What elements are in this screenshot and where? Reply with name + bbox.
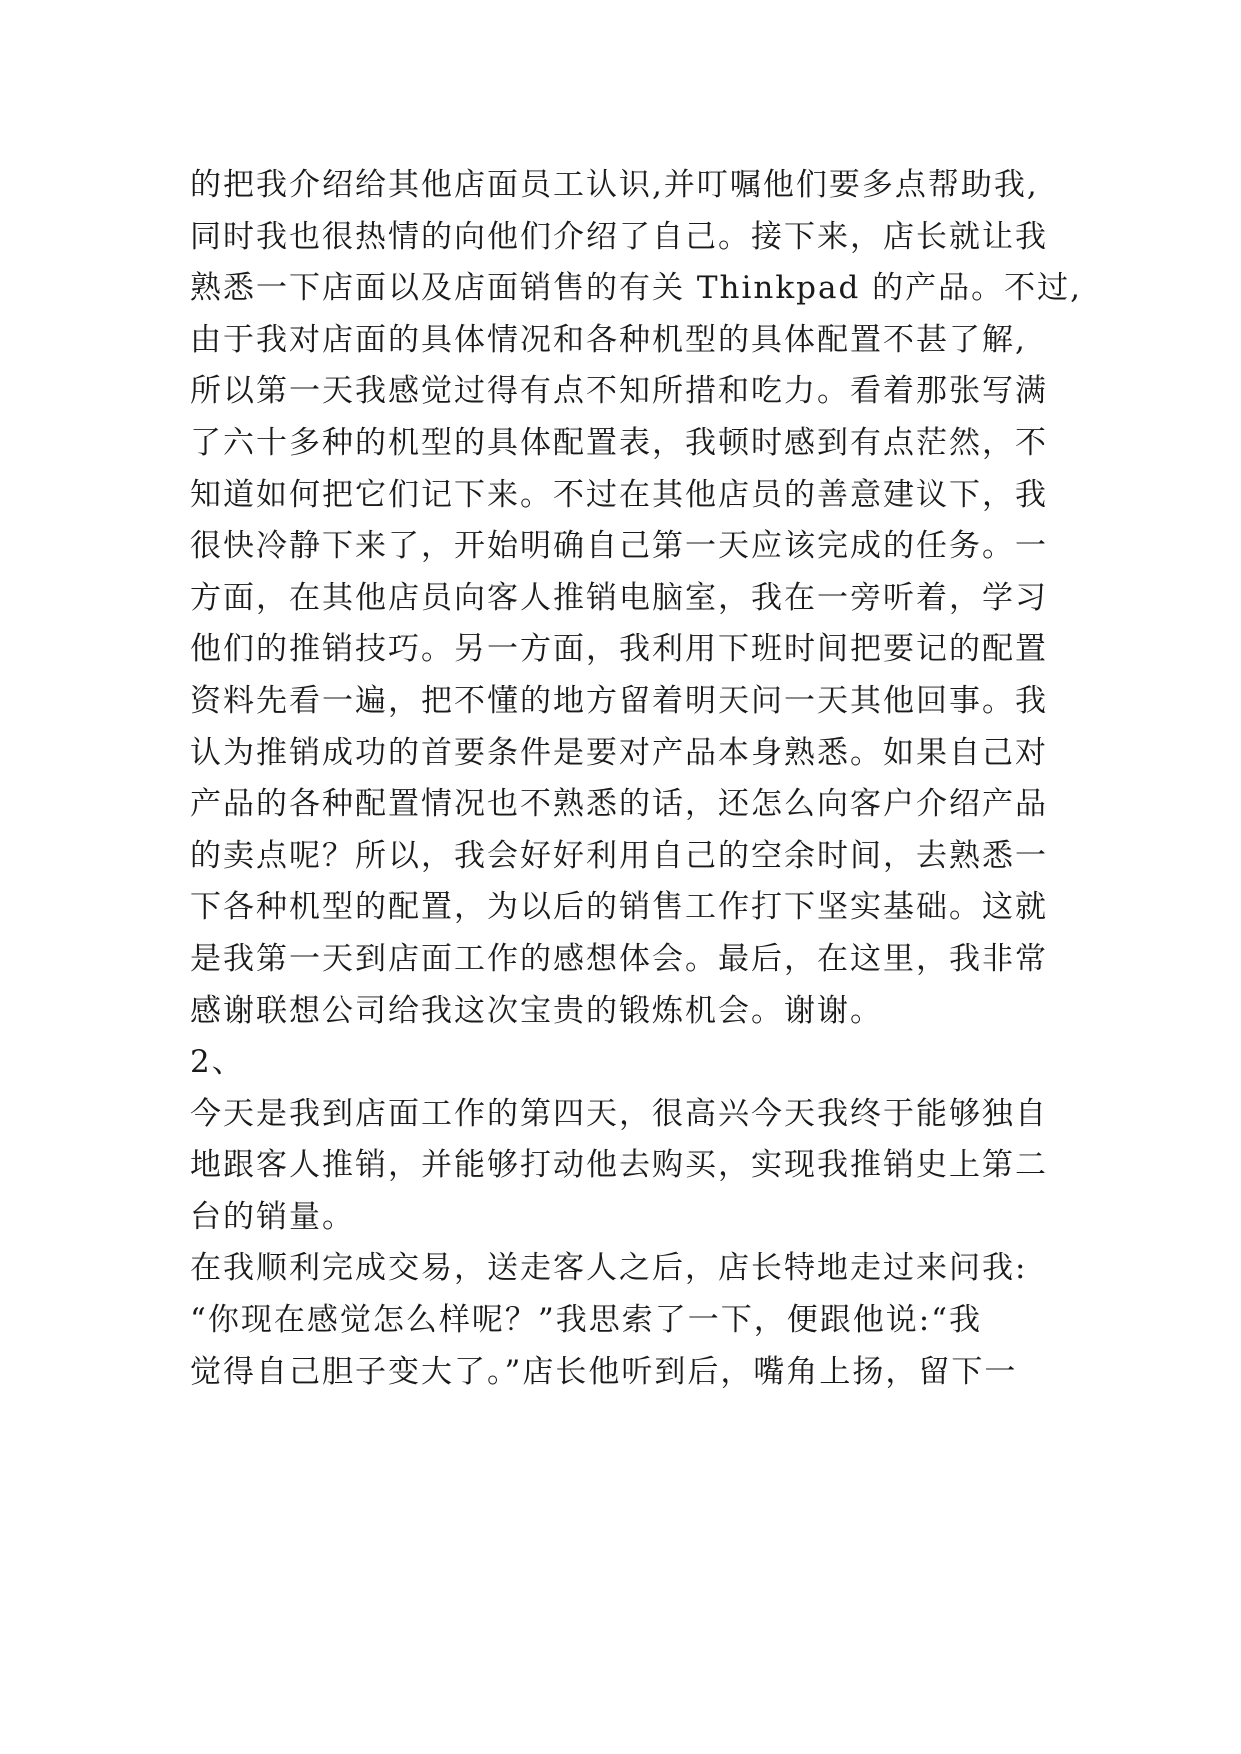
document-body	[190, 160, 1090, 1398]
text-line: 了六十多种的机型的具体配置表，我顿时感到有点茫然，不	[190, 424, 1048, 461]
text-line: 感谢联想公司给我这次宝贵的锻炼机会。谢谢。	[190, 992, 883, 1029]
text-line: 产品的各种配置情况也不熟悉的话，还怎么向客户介绍产品	[190, 786, 1048, 823]
text-line: 熟悉一下店面以及店面销售的有关 Thinkpad 的产品。不过,	[190, 270, 1083, 307]
text-line: 他们的推销技巧。另一方面，我利用下班时间把要记的配置	[190, 631, 1048, 668]
text-line: 下各种机型的配置，为以后的销售工作打下坚实基础。这就	[190, 889, 1048, 926]
text-line: 的卖点呢？所以，我会好好利用自己的空余时间，去熟悉一	[190, 837, 1048, 874]
text-line: 在我顺利完成交易，送走客人之后，店长特地走过来问我:	[190, 1250, 1028, 1287]
text-line: 所以第一天我感觉过得有点不知所措和吃力。看着那张写满	[190, 373, 1048, 410]
text-line: 是我第一天到店面工作的感想体会。最后，在这里，我非常	[190, 940, 1048, 977]
text-line: 由于我对店面的具体情况和各种机型的具体配置不甚了解,	[190, 321, 1027, 358]
text-line: “你现在感觉怎么样呢？”我思索了一下，便跟他说:“我	[190, 1302, 982, 1339]
text-line: 地跟客人推销，并能够打动他去购买，实现我推销史上第二	[190, 1147, 1048, 1184]
text-line: 觉得自己胆子变大了。”店长他听到后，嘴角上扬，留下一	[190, 1353, 1018, 1390]
text-line: 方面，在其他店员向客人推销电脑室，我在一旁听着，学习	[190, 579, 1048, 616]
text-line: 知道如何把它们记下来。不过在其他店员的善意建议下，我	[190, 476, 1048, 513]
text-line: 的把我介绍给其他店面员工认识,并叮嘱他们要多点帮助我,	[190, 167, 1039, 203]
section-number: 2、	[190, 1044, 245, 1081]
text-line: 资料先看一遍，把不懂的地方留着明天问一天其他回事。我	[190, 682, 1048, 719]
text-line: 很快冷静下来了，开始明确自己第一天应该完成的任务。一	[190, 528, 1048, 565]
text-line: 同时我也很热情的向他们介绍了自己。接下来，店长就让我	[190, 218, 1048, 255]
text-line: 今天是我到店面工作的第四天，很高兴今天我终于能够独自	[190, 1095, 1048, 1132]
text-line: 台的销量。	[190, 1198, 355, 1235]
text-line: 认为推销成功的首要条件是要对产品本身熟悉。如果自己对	[190, 734, 1048, 771]
